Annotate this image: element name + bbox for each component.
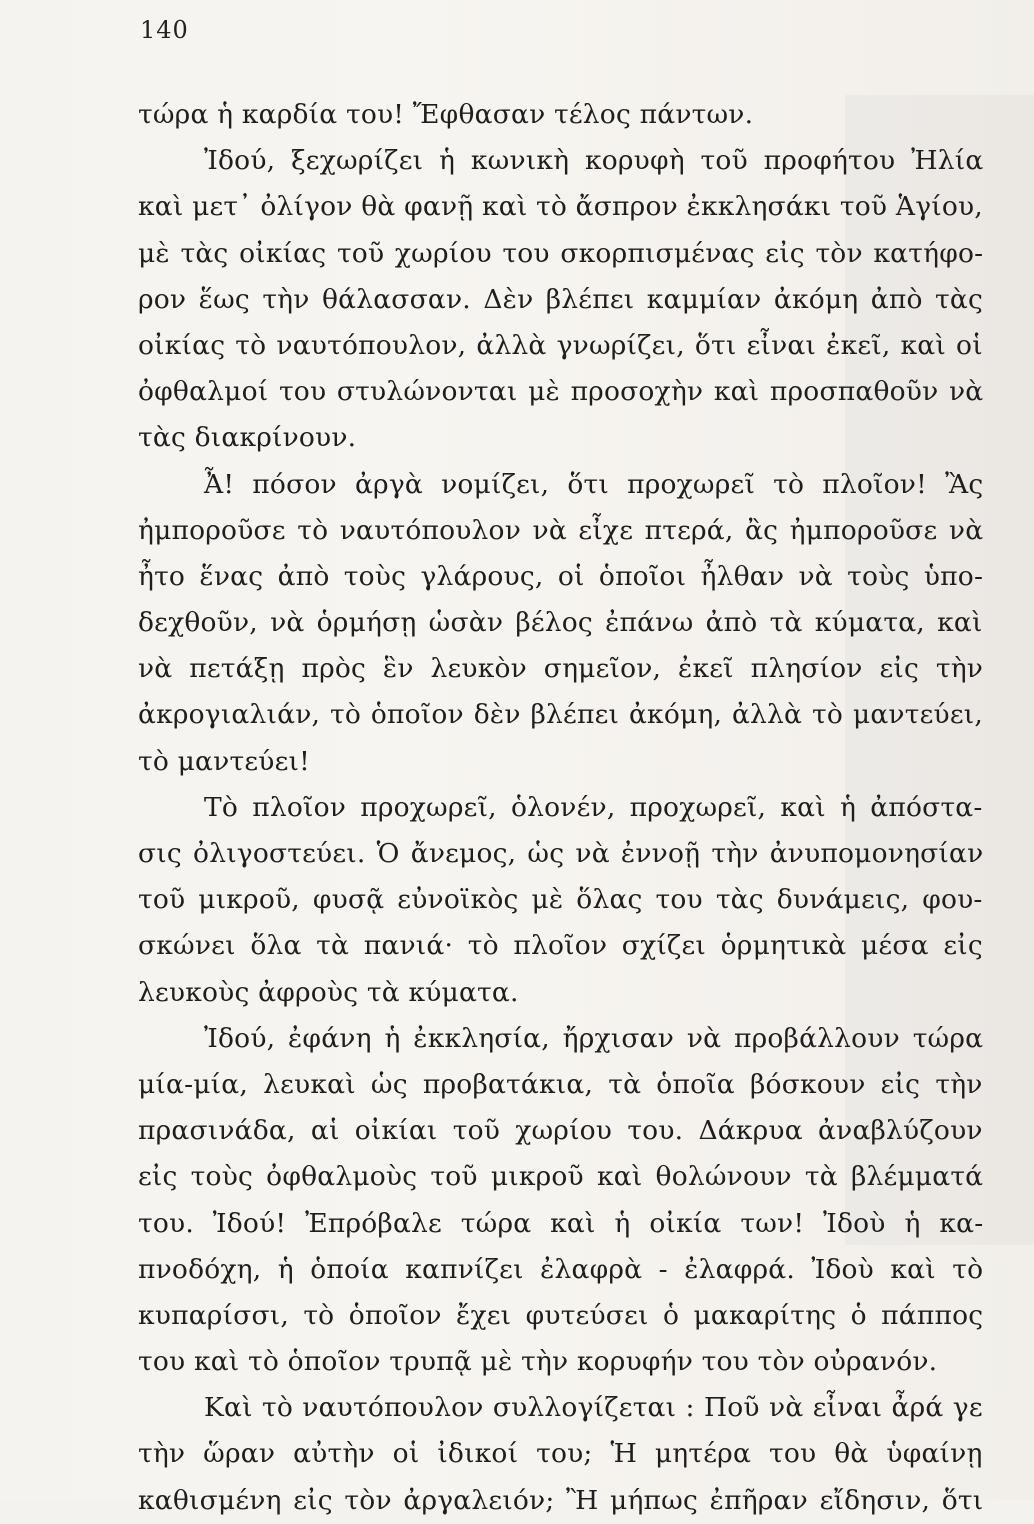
text-line: μία-μία, λευκαὶ ὡς προβατάκια, τὰ ὁποῖα βόσκουν εἰς τὴν (138, 1068, 983, 1100)
body-text (138, 92, 983, 1524)
text-line: τοῦ μικροῦ, φυσᾷ εὐνοϊκὸς μὲ ὅλας του τὰς δυνάμεις, φου- (138, 884, 983, 916)
text-line: ὀφθαλμοί του στυλώνονται μὲ προσοχὴν καὶ προσπαθοῦν νὰ (138, 376, 984, 408)
text-line: πρασινάδα, αἱ οἰκίαι τοῦ χωρίου του. Δάκρυα ἀναβλύζουν (138, 1115, 983, 1147)
text-line: Ἰδού, ξεχωρίζει ἡ κωνικὴ κορυφὴ τοῦ προφήτου Ἠλία (204, 145, 984, 177)
text-line: δεχθοῦν, νὰ ὁρμήσῃ ὡσὰν βέλος ἐπάνω ἀπὸ τὰ κύματα, καὶ (138, 607, 983, 639)
text-line: του. Ἰδού! Ἐπρόβαλε τώρα καὶ ἡ οἰκία των! Ἰδοὺ ἡ κα- (138, 1207, 984, 1239)
text-line: πνοδόχη, ἡ ὁποία καπνίζει ἐλαφρὰ - ἐλαφρά. Ἰδοὺ καὶ τὸ (138, 1253, 984, 1285)
text-line: ἦτο ἕνας ἀπὸ τοὺς γλάρους, οἱ ὁποῖοι ἦλθαν νὰ τοὺς ὑπο- (138, 560, 984, 592)
text-line: οἰκίας τὸ ναυτόπουλον, ἀλλὰ γνωρίζει, ὅτι εἶναι ἐκεῖ, καὶ οἱ (138, 329, 983, 361)
text-line: ἀκρογιαλιάν, τὸ ὁποῖον δὲν βλέπει ἀκόμη, ἀλλὰ τὸ μαντεύει, (138, 699, 983, 731)
text-line: εἰς τοὺς ὀφθαλμοὺς τοῦ μικροῦ καὶ θολώνουν τὰ βλέμματά (138, 1161, 984, 1193)
text-line: σις ὀλιγοστεύει. Ὁ ἄνεμος, ὡς νὰ ἐννοῇ τὴν ἀνυπομονησίαν (138, 838, 984, 869)
text-line: καθισμένη εἰς τὸν ἀργαλειόν; Ἢ μήπως ἐπῆραν εἴδησιν, ὅτι (138, 1484, 984, 1516)
text-line: λευκοὺς ἀφροὺς τὰ κύματα. (138, 976, 519, 1008)
text-line: Καὶ τὸ ναυτόπουλον συλλογίζεται : Ποῦ νὰ εἶναι ἆρά γε (204, 1392, 983, 1424)
text-line: Τὸ πλοῖον προχωρεῖ, ὁλονέν, προχωρεῖ, καὶ ἡ ἀπόστα- (204, 791, 983, 823)
text-line: ρον ἕως τὴν θάλασσαν. Δὲν βλέπει καμμίαν ἀκόμη ἀπὸ τὰς (138, 283, 984, 315)
text-line: τώρα ἡ καρδία του! Ἔφθασαν τέλος πάντων. (138, 99, 754, 130)
text-line: τὰς διακρίνουν. (138, 422, 357, 454)
text-line: μὲ τὰς οἰκίας τοῦ χωρίου του σκορπισμένας εἰς τὸν κατήφο- (138, 237, 984, 269)
text-line: τὴν ὥραν αὐτὴν οἱ ἰδικοί του; Ἡ μητέρα του θὰ ὑφαίνῃ (138, 1438, 983, 1470)
text-line: σκώνει ὅλα τὰ πανιά· τὸ πλοῖον σχίζει ὁρμητικὰ μέσα εἰς (138, 930, 983, 962)
text-line: Ἆ! πόσον ἀργὰ νομίζει, ὅτι προχωρεῖ τὸ πλοῖον! Ἂς (204, 468, 984, 500)
text-line: νὰ πετάξῃ πρὸς ἓν λευκὸν σημεῖον, ἐκεῖ πλησίον εἰς τὴν (138, 653, 984, 685)
text-line: του καὶ τὸ ὁποῖον τρυπᾷ μὲ τὴν κορυφήν του τὸν οὐρανόν. (138, 1346, 938, 1378)
page-number: 140 (140, 16, 189, 44)
text-line: ἠμποροῦσε τὸ ναυτόπουλον νὰ εἶχε πτερά, ἂς ἠμποροῦσε νὰ (138, 514, 984, 546)
text-line: Ἰδού, ἐφάνη ἡ ἐκκλησία, ἤρχισαν νὰ προβάλλουν τώρα (204, 1022, 984, 1054)
text-line: καὶ μετ᾽ ὀλίγον θὰ φανῇ καὶ τὸ ἄσπρον ἐκκλησάκι τοῦ Ἁγίου, (138, 191, 983, 223)
text-line: κυπαρίσσι, τὸ ὁποῖον ἔχει φυτεύσει ὁ μακαρίτης ὁ πάππος (138, 1299, 984, 1331)
text-line: τὸ μαντεύει! (138, 745, 310, 777)
